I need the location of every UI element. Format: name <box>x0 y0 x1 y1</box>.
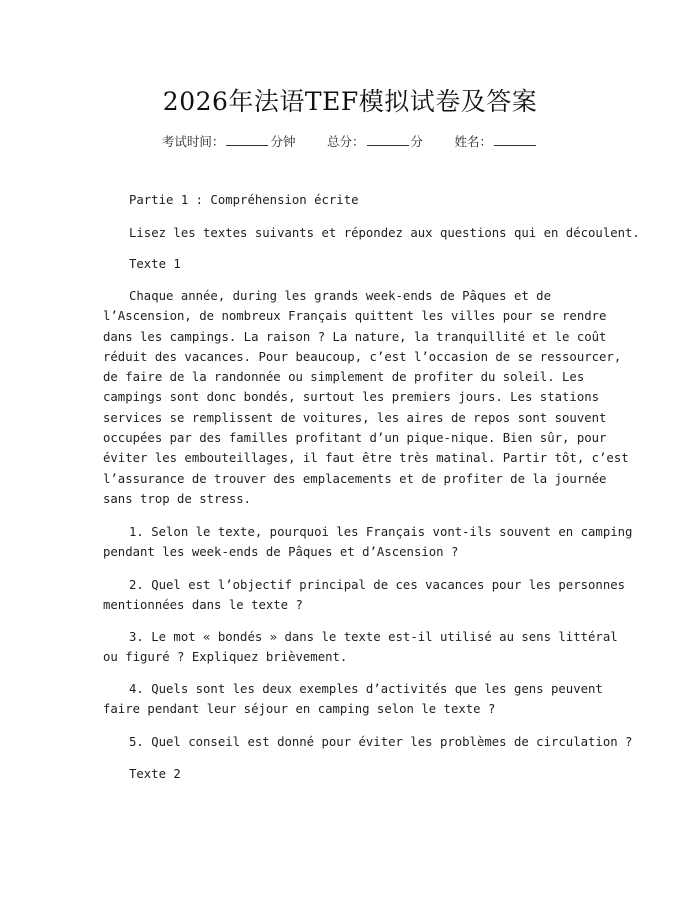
student-name-blank <box>494 133 536 146</box>
total-score-unit: 分 <box>410 134 424 149</box>
passage-line: Chaque année, during les grands week-ends de Pâques et de <box>129 289 551 303</box>
question-line: 2. Quel est l’objectif principal de ces vacances pour les personnes <box>129 578 626 592</box>
passage-line: dans les campings. La raison ? La nature, la tranquillité et le coût <box>103 329 607 344</box>
question-line: faire pendant leur séjour en camping selon le texte ? <box>103 702 496 717</box>
passage-line: services se remplissent de voitures, les aires de repos sont souvent <box>103 410 607 425</box>
texte1-passage <box>103 286 629 509</box>
question-line: pendant les week-ends de Pâques et d’Ascension ? <box>103 545 459 560</box>
section-instruction: Lisez les textes suivants et répondez aux questions qui en découlent. <box>129 226 640 240</box>
passage-line: l’Ascension, de nombreux Français quittent les villes pour se rendre <box>103 309 607 324</box>
question-line: 1. Selon le texte, pourquoi les Français vont-ils souvent en camping <box>129 525 633 539</box>
question-1 <box>103 522 633 563</box>
total-score-blank <box>367 133 409 146</box>
exam-time-field <box>162 134 303 149</box>
exam-time-unit: 分钟 <box>270 134 296 149</box>
passage-line: réduit des vacances. Pour beaucoup, c’est l’occasion de se ressourcer, <box>103 349 622 364</box>
texte1-label: Texte 1 <box>129 257 181 271</box>
total-score-label: 总分： <box>326 134 365 149</box>
question-3 <box>103 627 618 668</box>
passage-line: sans trop de stress. <box>103 491 252 506</box>
question-line: 3. Le mot « bondés » dans le texte est-il utilisé au sens littéral <box>129 630 618 644</box>
section-title: Partie 1 : Compréhension écrite <box>129 193 359 207</box>
question-line: mentionnées dans le texte ? <box>103 598 303 613</box>
exam-time-label: 考试时间： <box>161 134 225 149</box>
passage-line: l’assurance de trouver des emplacements et de profiter de la journée <box>103 471 607 486</box>
passage-line: éviter les embouteillages, il faut être très matinal. Partir tôt, c’est <box>103 451 629 466</box>
question-line: 4. Quels sont les deux exemples d’activités que les gens peuvent <box>129 682 603 696</box>
passage-line: de faire de la randonnée ou simplement de profiter du soleil. Les <box>103 370 585 385</box>
total-score-field <box>327 134 431 149</box>
texte2-label: Texte 2 <box>129 767 181 781</box>
passage-line: occupées par des familles profitant d’un pique-nique. Bien sûr, pour <box>103 431 607 446</box>
question-line: 5. Quel conseil est donné pour éviter les problèmes de circulation ? <box>129 735 633 749</box>
exam-time-blank <box>226 133 268 146</box>
exam-info-line <box>0 132 700 150</box>
question-5 <box>103 732 633 752</box>
student-name-field <box>455 134 539 149</box>
question-4 <box>103 679 603 720</box>
question-line: ou figuré ? Expliquez brièvement. <box>103 650 348 665</box>
document-title: 2026年法语TEF模拟试卷及答案 <box>162 87 538 116</box>
student-name-label: 姓名： <box>454 134 493 149</box>
question-2 <box>103 575 626 616</box>
passage-line: campings sont donc bondés, surtout les premiers jours. Les stations <box>103 390 600 405</box>
